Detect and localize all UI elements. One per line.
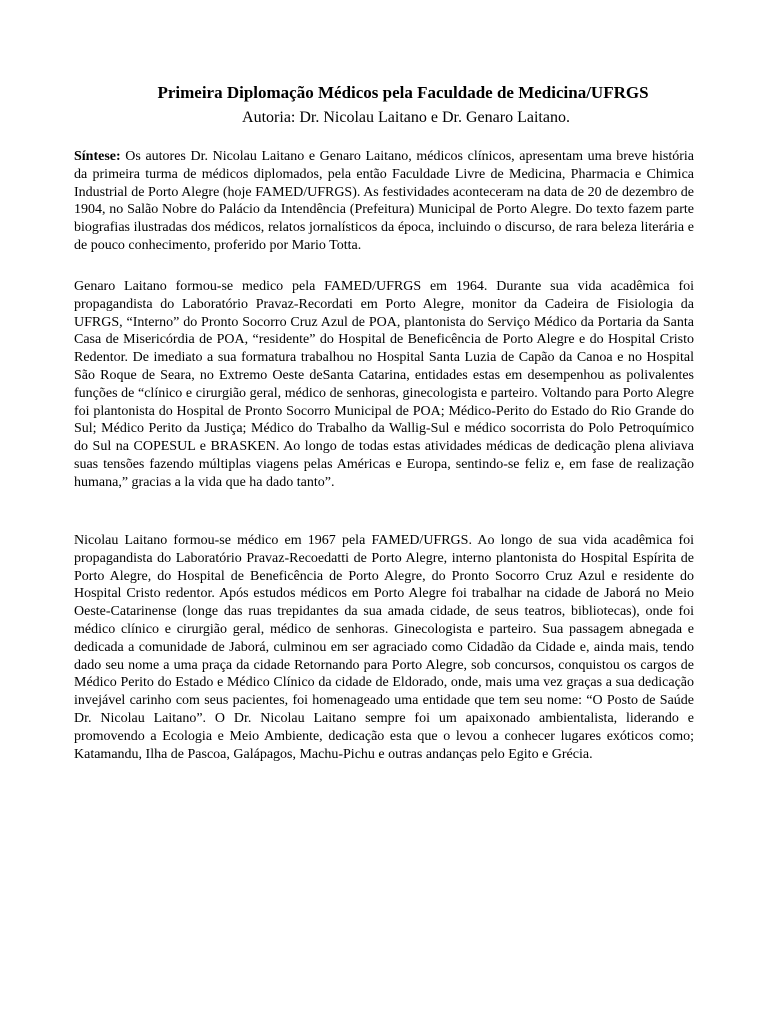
document-authors: Autoria: Dr. Nicolau Laitano e Dr. Genaro Laitano.: [242, 109, 570, 126]
synthesis-label: Síntese:: [74, 149, 121, 164]
synthesis-paragraph: [74, 148, 694, 255]
genaro-biography-paragraph: Genaro Laitano formou-se medico pela FAMED/UFRGS em 1964. Durante sua vida acadêmica foi propagandista do Laboratório Pravaz-Recordati em Porto Alegre, monitor da Cadeira de Fisiologia da UFRGS, “Interno” do Pronto Socorro Cruz Azul de POA, plantonista do Serviço Médico da Portaria da Santa Casa de Misericórdia de POA, “residente” do Hospital de Beneficência de Porto Alegre e do Hospital Cristo Redentor. De imediato a sua formatura trabalhou no Hospital Santa Luzia de Capão da Canoa e no Hospital São Roque de Seara, no Extremo Oeste deSanta Catarina, entidades estas em desempenhou as polivalentes funções de “clínico e cirurgião geral, médico de senhoras, ginecologista e parteiro. Voltando para Porto Alegre foi plantonista do Hospital de Pronto Socorro Municipal de POA; Médico-Perito do Estado do Rio Grande do Sul; Médico Perito da Justiça; Médico do Trabalho da Wallig-Sul e médico socorrista do Polo Petroquímico do Sul na COPESUL e BRASKEN. Ao longo de todas estas atividades médicas de dedicação plena aliviava suas tensões fazendo múltiplas viagens pelas Américas e Europa, sentindo-se feliz e, em fase de realização humana,” gracias a la vida que ha dado tanto”.: [74, 279, 694, 490]
document-title: Primeira Diplomação Médicos pela Faculdade de Medicina/UFRGS: [157, 83, 649, 102]
synthesis-text: Os autores Dr. Nicolau Laitano e Genaro Laitano, médicos clínicos, apresentam uma breve história da primeira turma de médicos diplomados, pela então Faculdade Livre de Medicina, Pharmacia e Chimica Industrial de Porto Alegre (hoje FAMED/UFRGS). As festividades aconteceram na data de 20 de dezembro de 1904, no Salão Nobre do Palácio da Intendência (Prefeitura) Municipal de Porto Alegre. Do texto fazem parte biografias ilustradas dos médicos, relatos jornalísticos da época, incluindo o discurso, de rara beleza literária e de pouco conhecimento, proferido por Mario Totta.: [74, 149, 694, 253]
nicolau-biography-paragraph: Nicolau Laitano formou-se médico em 1967 pela FAMED/UFRGS. Ao longo de sua vida acadêmica foi propagandista do Laboratório Pravaz-Recoedatti de Porto Alegre, interno plantonista do Hospital Espírita de Porto Alegre, do Hospital de Beneficência de Porto Alegre, do Pronto Socorro Cruz Azul e residente do Hospital Cristo redentor. Após estudos médicos em Porto Alegre foi trabalhar na cidade de Jaborá no Meio Oeste-Catarinense (longe das ruas trepidantes da sua amada cidade, de seus teatros, bibliotecas), onde foi médico clínico e cirurgião geral, médico de senhoras. Ginecologista e parteiro. Sua passagem abnegada e dedicada a comunidade de Jaborá, culminou em ser agraciado como Cidadão da Cidade e, ainda mais, tendo dado seu nome a uma praça da cidade Retornando para Porto Alegre, sob concursos, conquistou os cargos de Médico Perito do Estado e Médico Clínico da cidade de Eldorado, onde, mais uma vez graças a sua dedicação invejável carinho com seus pacientes, foi homenageado uma entidade que tem seu nome: “O Posto de Saúde Dr. Nicolau Laitano”. O Dr. Nicolau Laitano sempre foi um apaixonado ambientalista, liderando e promovendo a Ecologia e Meio Ambiente, dedicação esta que o levou a conhecer lugares exóticos como; Katamandu, Ilha de Pascoa, Galápagos, Machu-Pichu e outras andanças pelo Egito e Grécia.: [74, 533, 694, 762]
